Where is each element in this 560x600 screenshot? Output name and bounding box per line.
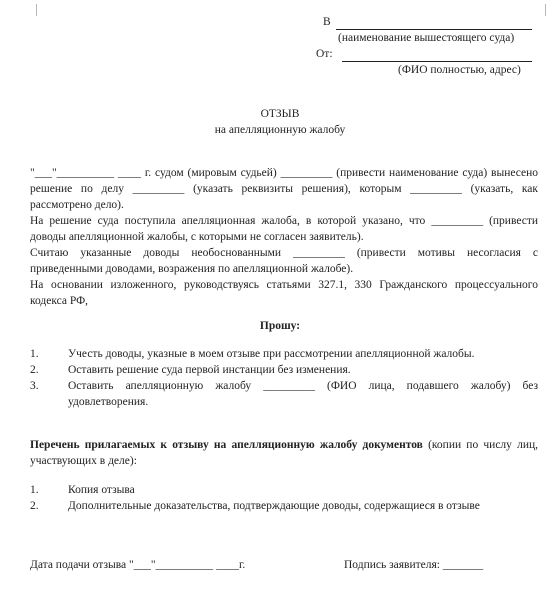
attachment-item [30,482,538,498]
document-subtitle: на апелляционную жалобу [214,124,346,136]
attachments-heading [30,437,538,469]
paragraph-appeal: На решение суда поступила апелляционная жалоба, в которой указано, что _________ (привести доводы апелляционной жалобы, с которыми не согласен заявитель). [30,215,538,243]
request-item [30,378,538,410]
crop-mark-left [26,4,37,16]
crop-mark-right [545,4,554,16]
attachments-list [30,482,538,514]
request-item [30,346,538,362]
request-number: 1. [30,348,39,360]
addressee-label: В [323,16,331,28]
paragraph-objection: Считаю указанные доводы необоснованными _________ (привести мотивы несогласия с приведенными доводами, возражения по апелляционной жалобе). [30,247,538,275]
request-text: Оставить апелляционную жалобу _________ (ФИО лица, подавшего жалобу) без удовлетворения. [68,380,538,408]
sender-hint: (ФИО полностью, адрес) [398,64,521,76]
attachments-heading-note: (копии по числу лиц, участвующих в деле): [30,439,539,467]
attachment-text: Копия отзыва [68,484,135,496]
sender-line [342,49,532,62]
document-title: ОТЗЫВ [260,108,300,120]
paragraph-legal-basis: На основании изложенного, руководствуясь статьями 327.1, 330 Гражданского процессуального кодекса РФ, [30,279,538,307]
applicant-signature: Подпись заявителя: _______ [344,559,484,571]
attachment-item [30,498,538,514]
document-body [30,165,538,309]
attachments-heading-bold: Перечень прилагаемых к отзыву на апелляционную жалобу документов [30,439,423,451]
sender-label: От: [316,48,333,60]
request-text: Учесть доводы, указные в моем отзыве при рассмотрении апелляционной жалобы. [68,348,475,360]
request-number: 2. [30,364,39,376]
request-heading: Прошу: [259,320,301,332]
submission-date: Дата подачи отзыва "___"__________ ____г. [30,559,246,571]
attachment-text: Дополнительные доказательства, подтверждающие доводы, содержащиеся в отзыве [68,500,480,512]
addressee-hint: (наименование вышестоящего суда) [338,32,515,44]
request-text: Оставить решение суда первой инстанции без изменения. [68,364,351,376]
addressee-line [336,17,532,30]
attachment-number: 2. [30,500,39,512]
request-number: 3. [30,380,39,392]
request-item [30,362,538,378]
paragraph-decision: "___"__________ ____ г. судом (мировым судьей) _________ (привести наименование суда) вынесено решение по делу _________ (указать реквизиты решения), которым _________ (указать, как рассмотрено дело). [30,167,538,211]
attachment-number: 1. [30,484,39,496]
request-list [30,346,538,410]
